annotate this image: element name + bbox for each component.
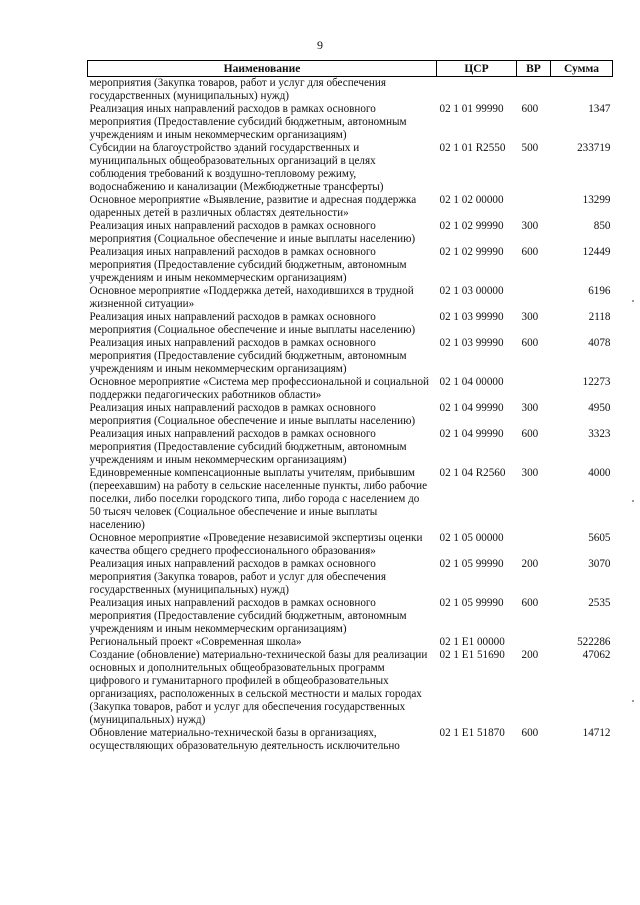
cell-vr: 300 (521, 220, 539, 232)
cell-csr: 02 1 02 00000 (439, 194, 504, 206)
cell-sum: 47062 (582, 649, 611, 661)
cell-vr (517, 636, 551, 649)
table-row (88, 220, 613, 246)
cell-vr (517, 77, 551, 104)
cell-name: Реализация иных направлений расходов в рамках основного мероприятия (Предоставление субсидий бюджетным, автономным учреждениям и иным некоммерческим организациям) (89, 103, 407, 141)
cell-name: Единовременные компенсационные выплаты учителям, прибывшим (переехавшим) на работу в сельские населенные пункты, либо рабочие поселки, либо поселки городского типа, либо города с населением до 50 тысяч человек (Социальное обеспечение и иные выплаты населению) (89, 467, 428, 531)
table-row (88, 402, 613, 428)
cell-vr: 600 (521, 103, 539, 115)
cell-sum: 2535 (588, 597, 611, 609)
cell-vr (517, 532, 551, 558)
scan-dot (632, 500, 634, 502)
cell-csr: 02 1 E1 51870 (439, 727, 505, 739)
cell-sum: 4078 (588, 337, 611, 349)
cell-name: Основное мероприятие «Выявление, развитие и адресная поддержка одаренных детей в различных областях деятельности» (89, 194, 417, 219)
cell-name: Региональный проект «Современная школа» (89, 636, 302, 648)
cell-name: Реализация иных направлений расходов в рамках основного мероприятия (Социальное обеспечение и иные выплаты населению) (89, 402, 416, 427)
cell-sum: 5605 (588, 532, 611, 544)
cell-vr: 500 (521, 142, 539, 154)
table-row (88, 467, 613, 532)
table-row (88, 194, 613, 220)
cell-sum: 12449 (582, 246, 611, 258)
cell-vr: 300 (521, 402, 539, 414)
cell-csr: 02 1 03 00000 (439, 285, 504, 297)
cell-sum: 4950 (588, 402, 611, 414)
cell-csr: 02 1 04 99990 (439, 402, 504, 414)
cell-name: Реализация иных направлений расходов в рамках основного мероприятия (Предоставление субсидий бюджетным, автономным учреждениям и иным некоммерческим организациям) (89, 246, 407, 284)
table-row (88, 337, 613, 376)
cell-csr: 02 1 E1 51690 (439, 649, 505, 661)
table-row (88, 532, 613, 558)
table-row (88, 636, 613, 649)
cell-vr: 600 (521, 727, 539, 739)
cell-csr: 02 1 02 99990 (439, 246, 504, 258)
cell-csr: 02 1 02 99990 (439, 220, 504, 232)
cell-vr: 600 (521, 246, 539, 258)
cell-name: Субсидии на благоустройство зданий государственных и муниципальных общеобразовательных организаций в целях соблюдения требований к воздушно-тепловому режиму, водоснабжению и канализации (Межбюджетные трансферты) (89, 142, 384, 193)
cell-vr: 200 (521, 649, 539, 661)
cell-csr: 02 1 01 R2550 (439, 142, 506, 154)
cell-name: мероприятия (Закупка товаров, работ и услуг для обеспечения государственных (муниципальных) нужд) (89, 77, 386, 102)
cell-name: Реализация иных направлений расходов в рамках основного мероприятия (Социальное обеспечение и иные выплаты населению) (89, 311, 416, 336)
cell-csr: 02 1 03 99990 (439, 311, 504, 323)
table-row (88, 103, 613, 142)
header-vr: ВР (517, 61, 551, 77)
cell-name: Основное мероприятие «Поддержка детей, находившихся в трудной жизненной ситуации» (89, 285, 414, 310)
cell-csr: 02 1 05 00000 (439, 532, 504, 544)
cell-sum: 2118 (588, 311, 611, 323)
cell-sum: 3323 (588, 428, 611, 440)
cell-csr: 02 1 05 99990 (439, 597, 504, 609)
cell-sum: 233719 (577, 142, 611, 154)
table-row (88, 311, 613, 337)
cell-vr: 600 (521, 428, 539, 440)
cell-name: Создание (обновление) материально-технической базы для реализации основных и дополнительных общеобразовательных программ цифрового и гуманитарного профилей в общеобразовательных организациях, расположенных в сельской местности и малых городах (Закупка товаров, работ и услуг для обеспечения государственных (муниципальных) нужд) (89, 649, 428, 726)
cell-sum: 13299 (582, 194, 611, 206)
cell-name: Основное мероприятие «Система мер профессиональной и социальной поддержки педагогических работников области» (89, 376, 430, 401)
cell-csr: 02 1 01 99990 (439, 103, 504, 115)
table-row (88, 727, 613, 753)
cell-sum: 1347 (588, 103, 611, 115)
header-name: Наименование (88, 61, 437, 77)
cell-sum: 3070 (588, 558, 611, 570)
cell-csr: 02 1 E1 00000 (439, 636, 505, 648)
cell-csr (437, 77, 517, 104)
table-row (88, 428, 613, 467)
cell-name: Реализация иных направлений расходов в рамках основного мероприятия (Предоставление субсидий бюджетным, автономным учреждениям и иным некоммерческим организациям) (89, 597, 407, 635)
cell-vr: 200 (521, 558, 539, 570)
table-row (88, 285, 613, 311)
page-number: 9 (317, 38, 323, 52)
table-row (88, 142, 613, 194)
cell-sum: 12273 (582, 376, 611, 388)
cell-name: Реализация иных направлений расходов в рамках основного мероприятия (Предоставление субсидий бюджетным, автономным учреждениям и иным некоммерческим организациям) (89, 428, 407, 466)
cell-name: Реализация иных направлений расходов в рамках основного мероприятия (Закупка товаров, работ и услуг для обеспечения государственных (муниципальных) нужд) (89, 558, 386, 596)
scan-dot (632, 300, 634, 302)
cell-sum: 4000 (588, 467, 611, 479)
cell-vr: 600 (521, 597, 539, 609)
table-header-row (88, 61, 613, 77)
cell-vr (517, 194, 551, 220)
table-row (88, 597, 613, 636)
cell-vr (517, 285, 551, 311)
cell-name: Основное мероприятие «Проведение независимой экспертизы оценки качества общего среднего профессионального образования» (89, 532, 423, 557)
budget-table (87, 60, 613, 753)
cell-name: Обновление материально-технической базы в организациях, осуществляющих образовательную деятельность исключительно (89, 727, 400, 752)
cell-sum: 522286 (577, 636, 611, 648)
table-row (88, 77, 613, 104)
table-row (88, 649, 613, 727)
cell-csr: 02 1 04 99990 (439, 428, 504, 440)
cell-sum: 6196 (588, 285, 611, 297)
scan-dot (632, 700, 634, 702)
header-sum: Сумма (551, 61, 613, 77)
table-row (88, 246, 613, 285)
table-row (88, 558, 613, 597)
cell-csr: 02 1 04 R2560 (439, 467, 506, 479)
cell-csr: 02 1 04 00000 (439, 376, 504, 388)
cell-vr: 300 (521, 311, 539, 323)
cell-sum: 850 (593, 220, 611, 232)
table-row (88, 376, 613, 402)
cell-name: Реализация иных направлений расходов в рамках основного мероприятия (Предоставление субсидий бюджетным, автономным учреждениям и иным некоммерческим организациям) (89, 337, 407, 375)
cell-csr: 02 1 05 99990 (439, 558, 504, 570)
cell-vr: 600 (521, 337, 539, 349)
cell-sum: 14712 (582, 727, 611, 739)
cell-vr: 300 (521, 467, 539, 479)
cell-sum (551, 77, 613, 104)
header-csr: ЦСР (437, 61, 517, 77)
cell-name: Реализация иных направлений расходов в рамках основного мероприятия (Социальное обеспечение и иные выплаты населению) (89, 220, 416, 245)
cell-vr (517, 376, 551, 402)
cell-csr: 02 1 03 99990 (439, 337, 504, 349)
